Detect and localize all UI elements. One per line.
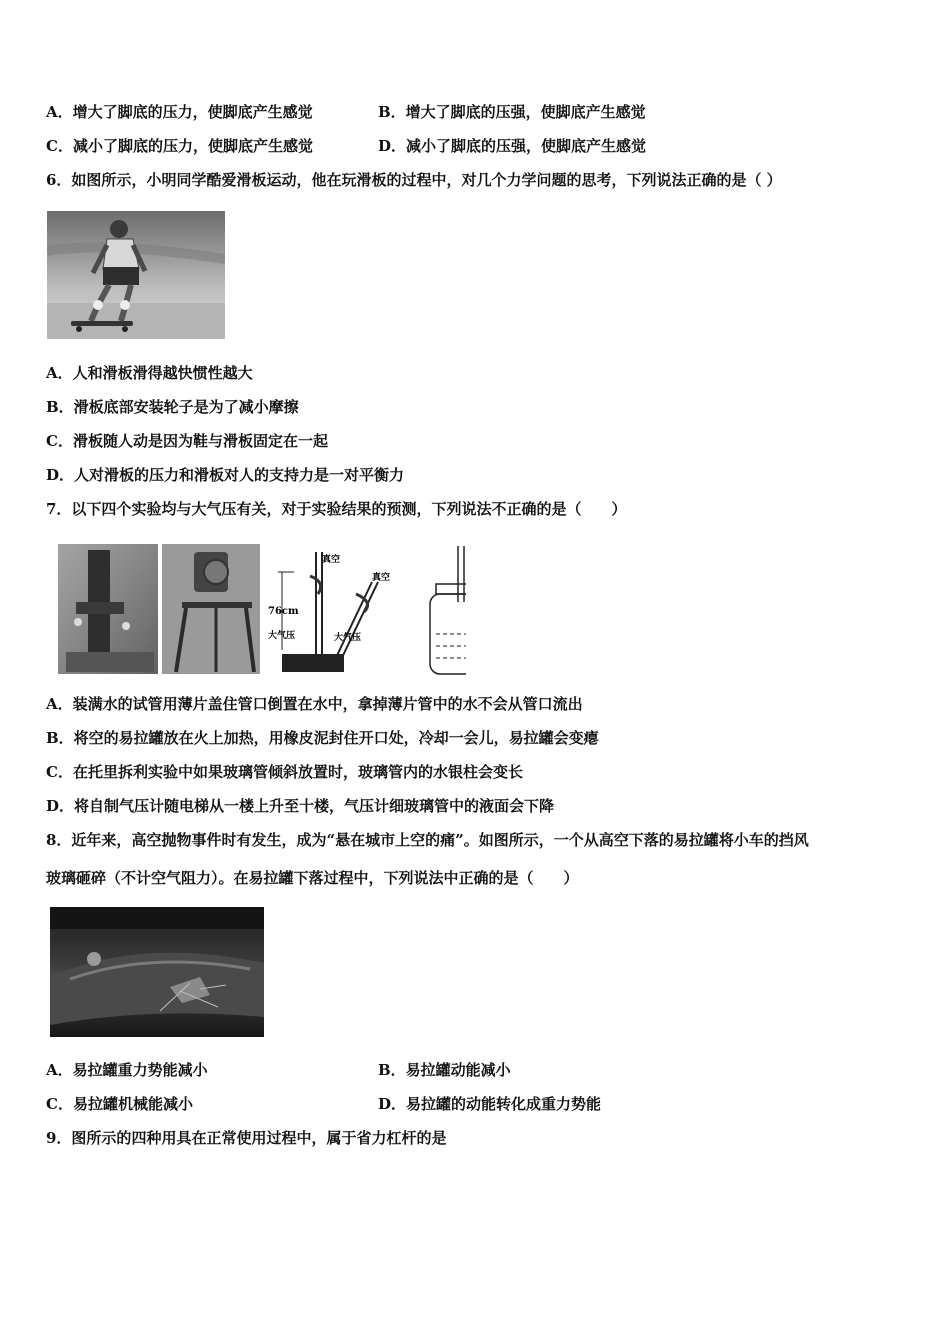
q7-option-c: C．在托里拆利实验中如果玻璃管倾斜放置时，玻璃管内的水银柱会变长 [46,763,523,781]
q7-option-a: A．装满水的试管用薄片盖住管口倒置在水中，拿掉薄片管中的水不会从管口流出 [46,695,583,713]
q8-option-b: B．易拉罐动能减小 [378,1061,511,1079]
q5-option-c: C．减小了脚底的压力，使脚底产生感觉 [46,137,313,155]
q5-option-b: B．增大了脚底的压强，使脚底产生感觉 [378,103,646,121]
fig-label-atm-1: 大气压 [268,631,296,641]
q8-option-c: C．易拉罐机械能减小 [46,1095,193,1113]
q5-option-a: A．增大了脚底的压力，使脚底产生感觉 [46,103,313,121]
q5-option-d: D．减小了脚底的压强，使脚底产生感觉 [378,137,647,155]
q8-stem-line-1: 8．近年来，高空抛物事件时有发生，成为“悬在城市上空的痛”。如图所示，一个从高空下落的易拉罐将小车的挡风 [46,831,809,849]
q6-option-d: D．人对滑板的压力和滑板对人的支持力是一对平衡力 [46,466,405,484]
fig-label-vacuum-1: 真空 [322,555,341,565]
q8-option-a: A．易拉罐重力势能减小 [46,1061,208,1079]
q6-stem: 6．如图所示，小明同学酷爱滑板运动，他在玩滑板的过程中，对几个力学问题的思考，下列说法正确的是（ ） [46,171,782,189]
q7-option-d: D．将自制气压计随电梯从一楼上升至十楼，气压计细玻璃管中的液面会下降 [46,797,555,815]
fig-label-atm-2: 大气压 [334,633,362,643]
fig-label-76cm: 76cm [268,606,299,617]
q6-option-b: B．滑板底部安装轮子是为了减小摩擦 [46,398,299,416]
q7-option-b: B．将空的易拉罐放在火上加热，用橡皮泥封住开口处，冷却一会儿，易拉罐会变瘪 [46,729,599,747]
q8-option-d: D．易拉罐的动能转化成重力势能 [378,1095,602,1113]
q8-stem-line-2: 玻璃砸碎（不计空气阻力）。在易拉罐下落过程中，下列说法中正确的是（ ） [46,869,579,887]
q6-option-a: A．人和滑板滑得越快惯性越大 [46,364,253,382]
q7-stem: 7．以下四个实验均与大气压有关，对于实验结果的预测，下列说法不正确的是（ ） [46,500,627,518]
fig-label-vacuum-2: 真空 [372,573,391,583]
q6-option-c: C．滑板随人动是因为鞋与滑板固定在一起 [46,432,328,450]
q9-stem: 9．图所示的四种用具在正常使用过程中，属于省力杠杆的是 [46,1129,447,1147]
car-windshield-photo [50,907,264,1037]
q7-experiment-figures [46,542,466,680]
skateboard-photo [47,211,225,339]
